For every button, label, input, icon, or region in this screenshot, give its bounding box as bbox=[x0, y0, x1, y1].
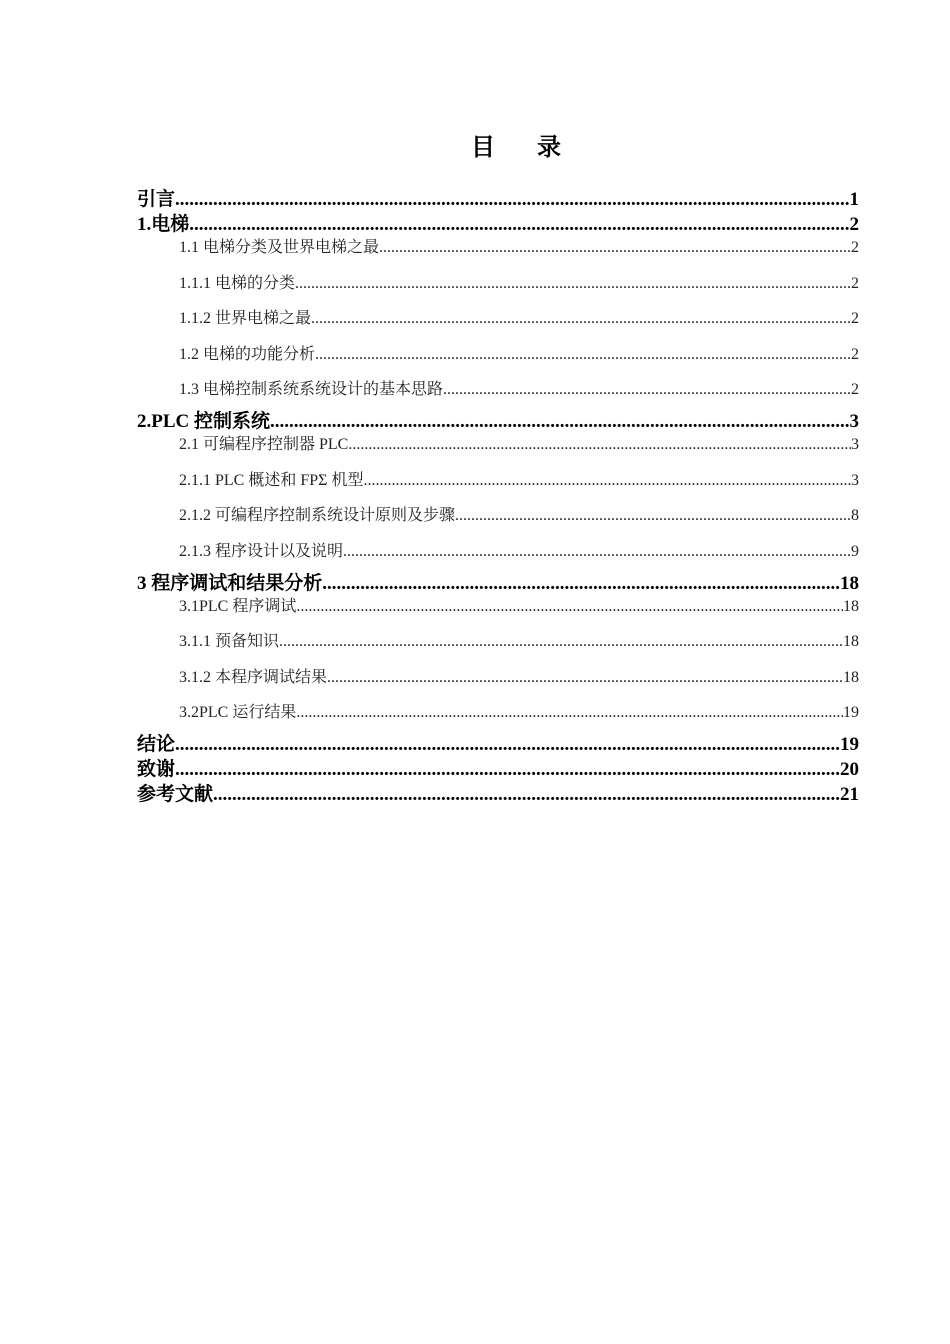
toc-entry-page: 2 bbox=[851, 239, 859, 256]
toc-entry-references[interactable] bbox=[137, 782, 859, 807]
toc-entry-2-1-1[interactable] bbox=[137, 470, 859, 506]
toc-entry-label: 2.1.3 程序设计以及说明 bbox=[179, 542, 344, 560]
toc-entry-page: 18 bbox=[840, 572, 859, 594]
toc-entry-label: 3 程序调试和结果分析 bbox=[137, 572, 323, 594]
toc-entry-2-1[interactable] bbox=[137, 434, 859, 470]
toc-entry-label: 3.1PLC 程序调试 bbox=[179, 597, 297, 615]
toc-entry-label: 2.1.2 可编程序控制系统设计原则及步骤 bbox=[179, 507, 456, 524]
toc-entry-page: 18 bbox=[843, 668, 859, 686]
toc-entry-page: 2 bbox=[851, 310, 859, 327]
toc-entry-page: 19 bbox=[843, 704, 859, 721]
toc-entry-conclusion[interactable] bbox=[137, 732, 859, 757]
dot-leader bbox=[363, 470, 851, 492]
toc-entry-label: 3.2PLC 运行结果 bbox=[179, 704, 297, 721]
toc-entry-intro[interactable] bbox=[137, 187, 859, 212]
toc-entry-3-1-1[interactable] bbox=[137, 631, 859, 667]
dot-leader bbox=[213, 782, 840, 807]
toc-entry-page: 3 bbox=[849, 411, 859, 432]
toc-entry-label: 结论 bbox=[137, 734, 176, 755]
dot-leader bbox=[175, 187, 849, 212]
dot-leader bbox=[327, 667, 843, 689]
toc-entry-page: 20 bbox=[840, 759, 859, 780]
dot-leader bbox=[348, 434, 851, 456]
toc-entry-label: 2.1 可编程序控制器 PLC bbox=[179, 436, 349, 453]
dot-leader bbox=[270, 409, 849, 434]
dot-leader bbox=[189, 212, 849, 237]
toc-entry-label: 2.PLC 控制系统 bbox=[137, 411, 271, 432]
toc-entry-chapter-2[interactable] bbox=[137, 409, 859, 434]
toc-entry-page: 2 bbox=[851, 274, 859, 292]
toc-entry-1-1-1[interactable] bbox=[137, 273, 859, 309]
toc-entry-chapter-1[interactable] bbox=[137, 212, 859, 237]
toc-entry-1-1[interactable] bbox=[137, 237, 859, 273]
toc-entry-page: 21 bbox=[840, 784, 859, 805]
toc-entry-label: 3.1.1 预备知识 bbox=[179, 633, 280, 650]
dot-leader bbox=[296, 596, 843, 618]
table-of-contents bbox=[137, 187, 859, 807]
toc-entry-1-2[interactable] bbox=[137, 344, 859, 380]
toc-entry-page: 2 bbox=[849, 214, 859, 235]
toc-entry-page: 18 bbox=[843, 597, 859, 615]
toc-entry-page: 19 bbox=[840, 734, 859, 755]
toc-entry-page: 3 bbox=[851, 436, 859, 453]
toc-entry-label: 1.1 电梯分类及世界电梯之最 bbox=[179, 239, 380, 256]
toc-entry-2-1-3[interactable] bbox=[137, 541, 859, 571]
toc-entry-page: 2 bbox=[851, 345, 859, 363]
toc-entry-page: 2 bbox=[851, 381, 859, 398]
dot-leader bbox=[311, 308, 851, 330]
toc-entry-label: 1.1.2 世界电梯之最 bbox=[179, 310, 312, 327]
dot-leader bbox=[315, 344, 851, 366]
dot-leader bbox=[175, 732, 840, 757]
toc-entry-page: 8 bbox=[851, 507, 859, 524]
toc-entry-chapter-3[interactable] bbox=[137, 571, 859, 596]
page-title: 目 录 bbox=[471, 135, 579, 161]
toc-entry-page: 1 bbox=[849, 189, 859, 210]
dot-leader bbox=[443, 379, 851, 401]
toc-entry-page: 3 bbox=[851, 471, 859, 489]
toc-entry-label: 1.2 电梯的功能分析 bbox=[179, 345, 316, 363]
dot-leader bbox=[279, 631, 843, 653]
toc-entry-1-3[interactable] bbox=[137, 379, 859, 409]
toc-entry-label: 1.1.1 电梯的分类 bbox=[179, 274, 296, 292]
toc-entry-label: 1.电梯 bbox=[137, 214, 190, 235]
toc-entry-label: 1.3 电梯控制系统系统设计的基本思路 bbox=[179, 381, 444, 398]
toc-entry-1-1-2[interactable] bbox=[137, 308, 859, 344]
dot-leader bbox=[343, 541, 851, 563]
dot-leader bbox=[379, 237, 851, 259]
toc-entry-label: 2.1.1 PLC 概述和 FPΣ 机型 bbox=[179, 471, 364, 489]
toc-entry-label: 致谢 bbox=[137, 759, 176, 780]
dot-leader bbox=[296, 702, 843, 724]
toc-entry-label: 引言 bbox=[137, 189, 176, 210]
toc-entry-label: 参考文献 bbox=[137, 784, 214, 805]
toc-entry-page: 18 bbox=[843, 633, 859, 650]
toc-entry-acknowledgements[interactable] bbox=[137, 757, 859, 782]
dot-leader bbox=[455, 505, 851, 527]
toc-entry-3-1[interactable] bbox=[137, 596, 859, 632]
toc-entry-3-1-2[interactable] bbox=[137, 667, 859, 703]
dot-leader bbox=[322, 571, 840, 596]
dot-leader bbox=[175, 757, 840, 782]
toc-entry-3-2[interactable] bbox=[137, 702, 859, 732]
dot-leader bbox=[295, 273, 851, 295]
toc-entry-page: 9 bbox=[851, 542, 859, 560]
toc-entry-2-1-2[interactable] bbox=[137, 505, 859, 541]
toc-entry-label: 3.1.2 本程序调试结果 bbox=[179, 668, 328, 686]
